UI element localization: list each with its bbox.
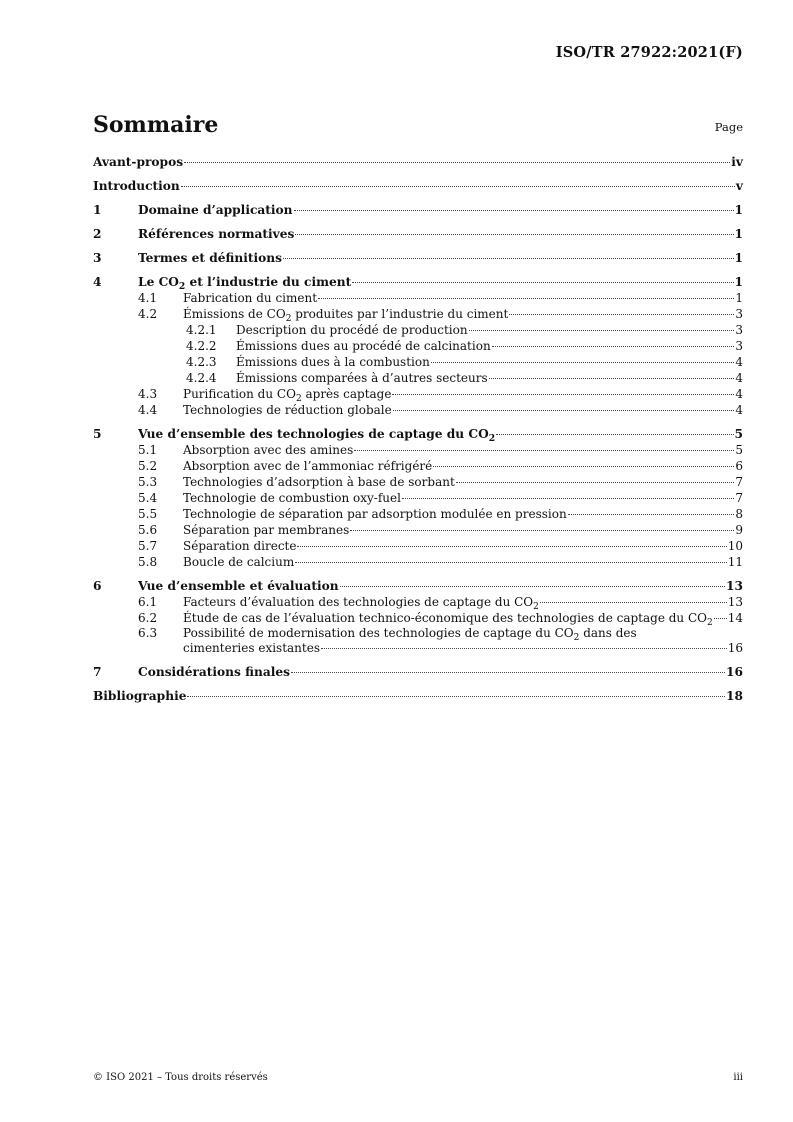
toc-entry-5-6[interactable] xyxy=(93,522,743,538)
toc-entry-number: 5.4 xyxy=(138,491,158,505)
toc-entry-number: 4.2 xyxy=(138,307,158,321)
toc-entry-number: 5.6 xyxy=(138,523,158,537)
text-part: Émissions de CO xyxy=(183,307,286,321)
toc-entry-text xyxy=(183,386,391,402)
toc-entry-4-2-4[interactable] xyxy=(93,370,743,386)
toc-entry-page: 3 xyxy=(735,307,743,321)
footer-page-number: iii xyxy=(733,1072,743,1083)
toc-entry-text: Technologies d’adsorption à base de sorbant xyxy=(183,475,455,489)
dot-leader xyxy=(509,314,734,315)
dot-leader xyxy=(321,648,727,649)
dot-leader xyxy=(714,618,727,619)
toc-entry-page: 8 xyxy=(735,507,743,521)
subscript: 2 xyxy=(706,618,713,626)
toc-entry-page: 1 xyxy=(734,275,743,289)
toc-entry-number: 3 xyxy=(93,251,102,265)
text-part: et l’industrie du ciment xyxy=(185,275,352,289)
toc-entry-1[interactable] xyxy=(93,202,743,218)
table-of-contents xyxy=(93,154,743,704)
dot-leader xyxy=(283,258,734,259)
toc-entry-number: 4.3 xyxy=(138,387,158,401)
toc-entry-page: 3 xyxy=(735,339,743,353)
dot-leader xyxy=(456,482,735,483)
toc-entry-number: 5.3 xyxy=(138,475,158,489)
text-part: produites par l’industrie du ciment xyxy=(291,307,509,321)
toc-entry-page: 13 xyxy=(726,579,743,593)
toc-entry-6[interactable] xyxy=(93,578,743,594)
toc-entry-number: 5.8 xyxy=(138,555,158,569)
toc-entry-page: 13 xyxy=(727,595,743,609)
toc-entry-4-2-2[interactable] xyxy=(93,338,743,354)
text-part: Purification du CO xyxy=(183,387,296,401)
dot-leader xyxy=(496,434,733,435)
toc-entry-4-2-3[interactable] xyxy=(93,354,743,370)
dot-leader xyxy=(469,330,735,331)
toc-entry-5-8[interactable] xyxy=(93,554,743,570)
toc-entry-number: 4.2.1 xyxy=(186,323,217,337)
toc-entry-5-4[interactable] xyxy=(93,490,743,506)
dot-leader xyxy=(181,186,735,187)
text-part: Facteurs d’évaluation des technologies de captage du CO xyxy=(183,595,534,609)
toc-entry-page: 5 xyxy=(734,427,743,441)
toc-entry-text: Vue d’ensemble et évaluation xyxy=(138,579,339,593)
dot-leader xyxy=(295,562,726,563)
toc-entry-page: 10 xyxy=(727,539,743,553)
text-part: dans des xyxy=(579,626,637,640)
subscript: 2 xyxy=(295,394,302,402)
toc-entry-text: Fabrication du ciment xyxy=(183,291,318,305)
toc-entry-page: 1 xyxy=(734,203,743,217)
toc-entry-page: 18 xyxy=(726,689,743,703)
toc-entry-4[interactable] xyxy=(93,274,743,290)
toc-entry-text: Avant-propos xyxy=(93,155,184,169)
toc-entry-number: 5.5 xyxy=(138,507,158,521)
toc-entry-page: v xyxy=(735,179,743,193)
footer-copyright: © ISO 2021 – Tous droits réservés xyxy=(93,1072,268,1083)
subscript: 2 xyxy=(488,433,496,442)
toc-entry-number: 5.1 xyxy=(138,443,158,457)
toc-entry-text: Références normatives xyxy=(138,227,295,241)
toc-entry-page: 7 xyxy=(735,475,743,489)
text-part: Le CO xyxy=(138,275,179,289)
toc-entry-text: Considérations finales xyxy=(138,665,290,679)
dot-leader xyxy=(294,210,734,211)
toc-entry-5-7[interactable] xyxy=(93,538,743,554)
toc-entry-5-1[interactable] xyxy=(93,442,743,458)
toc-entry-text: Absorption avec des amines xyxy=(183,443,354,457)
toc-entry-text-line1 xyxy=(93,626,743,644)
toc-entry-page: 6 xyxy=(735,459,743,473)
toc-entry-4-2[interactable] xyxy=(93,306,743,322)
toc-entry-text: Émissions dues au procédé de calcination xyxy=(236,339,491,353)
toc-entry-page: 3 xyxy=(735,323,743,337)
toc-entry-text: Termes et définitions xyxy=(138,251,282,265)
toc-entry-text: Séparation directe xyxy=(183,539,297,553)
dot-leader xyxy=(352,282,733,283)
toc-entry-page: 11 xyxy=(727,555,743,569)
dot-leader xyxy=(295,234,733,235)
toc-entry-5-5[interactable] xyxy=(93,506,743,522)
toc-entry-text xyxy=(183,610,713,626)
toc-entry-text: Technologies de réduction globale xyxy=(183,403,392,417)
subscript: 2 xyxy=(533,602,539,610)
toc-entry-number: 1 xyxy=(93,203,102,217)
page-title: Sommaire xyxy=(93,112,219,138)
toc-entry-number: 6 xyxy=(93,579,102,593)
toc-entry-text: Description du procédé de production xyxy=(236,323,468,337)
toc-entry-text: Domaine d’application xyxy=(138,203,293,217)
toc-entry-page: 1 xyxy=(734,251,743,265)
text-part: Possibilité de modernisation des technologies de captage du CO xyxy=(183,626,574,640)
toc-entry-page: 16 xyxy=(726,665,743,679)
toc-entry-number: 5.7 xyxy=(138,539,158,553)
toc-entry-number: 4.2.3 xyxy=(186,355,217,369)
toc-entry-page: 14 xyxy=(727,611,743,625)
toc-entry-5-2[interactable] xyxy=(93,458,743,474)
toc-entry-number: 6.3 xyxy=(138,626,158,640)
toc-entry-page: iv xyxy=(731,155,743,169)
toc-entry-page: 16 xyxy=(727,641,743,655)
toc-entry-6-2[interactable] xyxy=(93,610,743,626)
text-part: Vue d’ensemble des technologies de captage du CO xyxy=(138,427,489,441)
toc-entry-text: Technologie de combustion oxy-fuel xyxy=(183,491,401,505)
toc-entry-text: cimenteries existantes xyxy=(183,641,320,655)
dot-leader xyxy=(392,394,734,395)
toc-entry-text: Séparation par membranes xyxy=(183,523,350,537)
toc-entry-bibliographie[interactable] xyxy=(93,688,743,704)
toc-entry-text xyxy=(138,274,351,290)
toc-entry-text xyxy=(138,426,495,442)
subscript: 2 xyxy=(178,281,186,290)
toc-entry-5[interactable] xyxy=(93,426,743,442)
toc-entry-text: Bibliographie xyxy=(93,689,187,703)
toc-entry-text: Émissions comparées à d’autres secteurs xyxy=(236,371,488,385)
toc-entry-4-2-1[interactable] xyxy=(93,322,743,338)
subscript: 2 xyxy=(573,633,580,644)
dot-leader xyxy=(402,498,734,499)
toc-entry-text-line2 xyxy=(93,640,743,656)
toc-entry-number: 5.2 xyxy=(138,459,158,473)
toc-entry-page: 4 xyxy=(735,403,743,417)
dot-leader xyxy=(433,466,734,467)
dot-leader xyxy=(489,378,735,379)
dot-leader xyxy=(340,586,725,587)
toc-entry-4-4[interactable] xyxy=(93,402,743,418)
dot-leader xyxy=(318,298,734,299)
toc-entry-number: 4.2.4 xyxy=(186,371,217,385)
toc-entry-page: 5 xyxy=(735,443,743,457)
toc-entry-number: 4.1 xyxy=(138,291,158,305)
toc-entry-introduction[interactable] xyxy=(93,178,743,194)
toc-entry-page: 4 xyxy=(735,387,743,401)
toc-entry-6-3[interactable] xyxy=(93,626,743,656)
toc-entry-number: 6.1 xyxy=(138,595,158,609)
toc-entry-number: 6.2 xyxy=(138,611,158,625)
dot-leader xyxy=(540,602,727,603)
dot-leader xyxy=(492,346,735,347)
toc-entry-text: Boucle de calcium xyxy=(183,555,295,569)
toc-entry-number: 4.2.2 xyxy=(186,339,217,353)
dot-leader xyxy=(184,162,730,163)
toc-entry-number: 2 xyxy=(93,227,102,241)
toc-entry-4-1[interactable] xyxy=(93,290,743,306)
toc-entry-text: Émissions dues à la combustion xyxy=(236,355,430,369)
dot-leader xyxy=(393,410,735,411)
toc-entry-number: 4 xyxy=(93,275,102,289)
dot-leader xyxy=(297,546,726,547)
toc-entry-page: 4 xyxy=(735,355,743,369)
subscript: 2 xyxy=(285,314,292,322)
toc-entry-text xyxy=(183,594,539,610)
toc-entry-5-3[interactable] xyxy=(93,474,743,490)
dot-leader xyxy=(354,450,734,451)
toc-entry-page: 1 xyxy=(735,291,743,305)
toc-entry-text: Introduction xyxy=(93,179,180,193)
toc-entry-number: 4.4 xyxy=(138,403,158,417)
toc-entry-avant-propos[interactable] xyxy=(93,154,743,170)
dot-leader xyxy=(568,514,735,515)
toc-entry-text xyxy=(183,306,508,322)
text-part: après captage xyxy=(301,387,392,401)
toc-entry-page: 9 xyxy=(735,523,743,537)
document-id: ISO/TR 27922:2021(F) xyxy=(555,44,743,61)
dot-leader xyxy=(431,362,735,363)
toc-entry-number: 7 xyxy=(93,665,102,679)
toc-entry-page: 4 xyxy=(735,371,743,385)
toc-entry-6-1[interactable] xyxy=(93,594,743,610)
toc-entry-4-3[interactable] xyxy=(93,386,743,402)
toc-entry-page: 7 xyxy=(735,491,743,505)
toc-entry-text: Technologie de séparation par adsorption modulée en pression xyxy=(183,507,567,521)
toc-entry-page: 1 xyxy=(734,227,743,241)
text-part: Étude de cas de l’évaluation technico-économique des technologies de captage du CO xyxy=(183,611,707,625)
toc-entry-2[interactable] xyxy=(93,226,743,242)
toc-entry-number: 5 xyxy=(93,427,102,441)
dot-leader xyxy=(187,696,725,697)
toc-entry-3[interactable] xyxy=(93,250,743,266)
toc-entry-text: Absorption avec de l’ammoniac réfrigéré xyxy=(183,459,433,473)
page-column-label: Page xyxy=(714,120,743,134)
dot-leader xyxy=(350,530,734,531)
dot-leader xyxy=(291,672,725,673)
toc-entry-7[interactable] xyxy=(93,664,743,680)
